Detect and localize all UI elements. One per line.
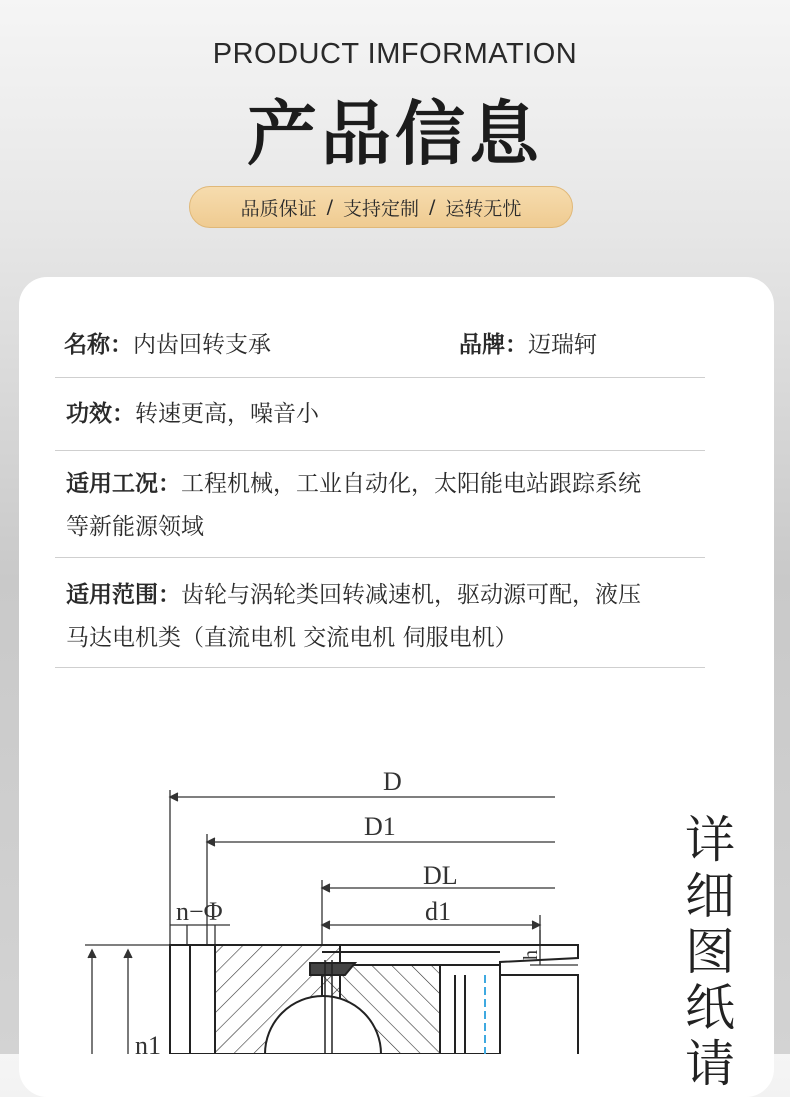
product-brand-label: 品牌： bbox=[459, 332, 528, 358]
dim-label-D1: D1 bbox=[364, 812, 396, 841]
product-conditions-label: 适用工况： bbox=[66, 471, 181, 497]
dim-label-n-phi: n−Φ bbox=[176, 897, 223, 926]
product-conditions-value-1: 工程机械，工业自动化，太阳能电站跟踪系统 bbox=[181, 471, 641, 497]
product-effect-value: 转速更高，噪音小 bbox=[135, 401, 319, 427]
tagline-worry-free: 运转无忧 bbox=[445, 197, 522, 220]
product-effect-label: 功效： bbox=[66, 401, 135, 427]
dim-label-DL: DL bbox=[423, 861, 458, 890]
product-brand-value: 迈瑞轲 bbox=[528, 332, 597, 358]
dim-label-D: D bbox=[383, 767, 402, 796]
product-scope-value-2: 马达电机类（直流电机 交流电机 伺服电机） bbox=[66, 625, 518, 651]
section-title: 产品信息 bbox=[247, 93, 543, 175]
product-name-label: 名称： bbox=[64, 332, 133, 358]
tagline-separator: / bbox=[429, 196, 436, 218]
drawing-side-caption bbox=[680, 812, 740, 1092]
dim-label-n1: n1 bbox=[135, 1031, 161, 1054]
product-name-value: 内齿回转支承 bbox=[133, 332, 271, 358]
tagline-custom: 支持定制 bbox=[342, 197, 419, 220]
caption-char: 请 bbox=[685, 1035, 735, 1093]
product-scope-value-1: 齿轮与涡轮类回转减速机，驱动源可配，液压 bbox=[181, 582, 641, 608]
dim-label-h: h bbox=[520, 950, 542, 960]
caption-char: 细 bbox=[685, 867, 735, 925]
caption-char: 纸 bbox=[685, 979, 735, 1037]
tagline-separator: / bbox=[326, 196, 333, 218]
caption-char: 详 bbox=[685, 811, 735, 869]
dim-label-d1: d1 bbox=[425, 897, 451, 926]
product-scope-label: 适用范围： bbox=[66, 582, 181, 608]
caption-char: 图 bbox=[685, 923, 735, 981]
section-subtitle: PRODUCT IMFORMATION bbox=[212, 38, 578, 70]
product-conditions-value-2: 等新能源领域 bbox=[66, 514, 204, 540]
tagline-quality: 品质保证 bbox=[240, 197, 317, 220]
